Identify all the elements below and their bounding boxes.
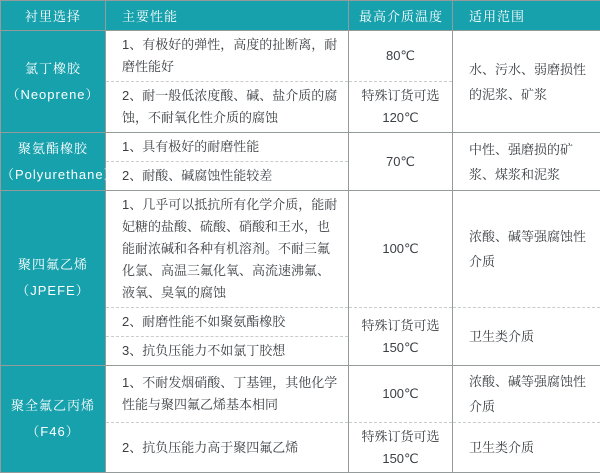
performance-cell: 3、抗负压能力不如氯丁胶想 [106,337,349,366]
table-row [1,133,600,162]
table-row [1,191,600,308]
temperature-cell [349,82,453,133]
performance-cell: 2、耐一般低浓度酸、碱、盐介质的腐蚀，不耐氧化性介质的腐蚀 [106,82,349,133]
material-cell-neoprene [1,31,106,133]
application-range-cell: 中性、强磨损的矿浆、煤浆和泥浆 [453,133,600,191]
performance-cell: 2、耐酸、碱腐蚀性能较差 [106,162,349,191]
material-name-en: （JPEFE） [1,278,105,304]
temperature-value: 150℃ [349,448,452,470]
performance-cell: 1、几乎可以抵抗所有化学介质，能耐妃糖的盐酸、硫酸、硝酸和王水，也能耐浓碱和各种有机溶剂。不耐三氟化氯、高温三氟化氧、高流速沸氟、液氧、臭氧的腐蚀 [106,191,349,308]
special-order-note: 特殊订货可选 [349,315,452,337]
performance-cell: 1、不耐发烟硝酸、丁基锂，其他化学性能与聚四氟乙烯基本相同 [106,366,349,423]
performance-cell: 1、具有极好的耐磨性能 [106,133,349,162]
material-name-en: （Neoprene） [1,82,105,108]
application-range-cell: 卫生类介质 [453,423,600,473]
table-row [1,31,600,82]
special-order-note: 特殊订货可选 [349,426,452,448]
material-name: 聚四氟乙烯 [1,252,105,278]
performance-cell: 2、抗负压能力高于聚四氟乙烯 [106,423,349,473]
material-name-en: （Polyurethane） [1,162,105,188]
temperature-cell: 100℃ [349,366,453,423]
material-name: 氯丁橡胶 [1,56,105,82]
temperature-value: 120℃ [349,107,452,129]
header-lining-selection: 衬里选择 [1,1,106,31]
material-cell-polyurethane [1,133,106,191]
material-cell-f46 [1,366,106,473]
temperature-cell [349,308,453,366]
special-order-note: 特殊订货可选 [349,85,452,107]
application-range-cell: 浓酸、碱等强腐蚀性介质 [453,366,600,423]
temperature-value: 150℃ [349,337,452,359]
material-name-en: （F46） [1,419,105,445]
header-main-performance: 主要性能 [106,1,349,31]
performance-cell: 1、有极好的弹性，高度的扯断离，耐磨性能好 [106,31,349,82]
material-name: 聚氨酯橡胶 [1,136,105,162]
application-range-cell: 卫生类介质 [453,308,600,366]
table-row [1,366,600,423]
temperature-cell [349,423,453,473]
temperature-cell: 80℃ [349,31,453,82]
performance-cell: 2、耐磨性能不如聚氨酯橡胶 [106,308,349,337]
header-application-range: 适用范围 [453,1,600,31]
header-row [1,1,600,31]
material-name: 聚全氟乙丙烯 [1,393,105,419]
temperature-cell: 70℃ [349,133,453,191]
material-cell-ptfe [1,191,106,366]
application-range-cell: 水、污水、弱磨损性的泥浆、矿浆 [453,31,600,133]
application-range-cell: 浓酸、碱等强腐蚀性介质 [453,191,600,308]
header-max-medium-temperature: 最高介质温度 [349,1,453,31]
temperature-cell: 100℃ [349,191,453,308]
